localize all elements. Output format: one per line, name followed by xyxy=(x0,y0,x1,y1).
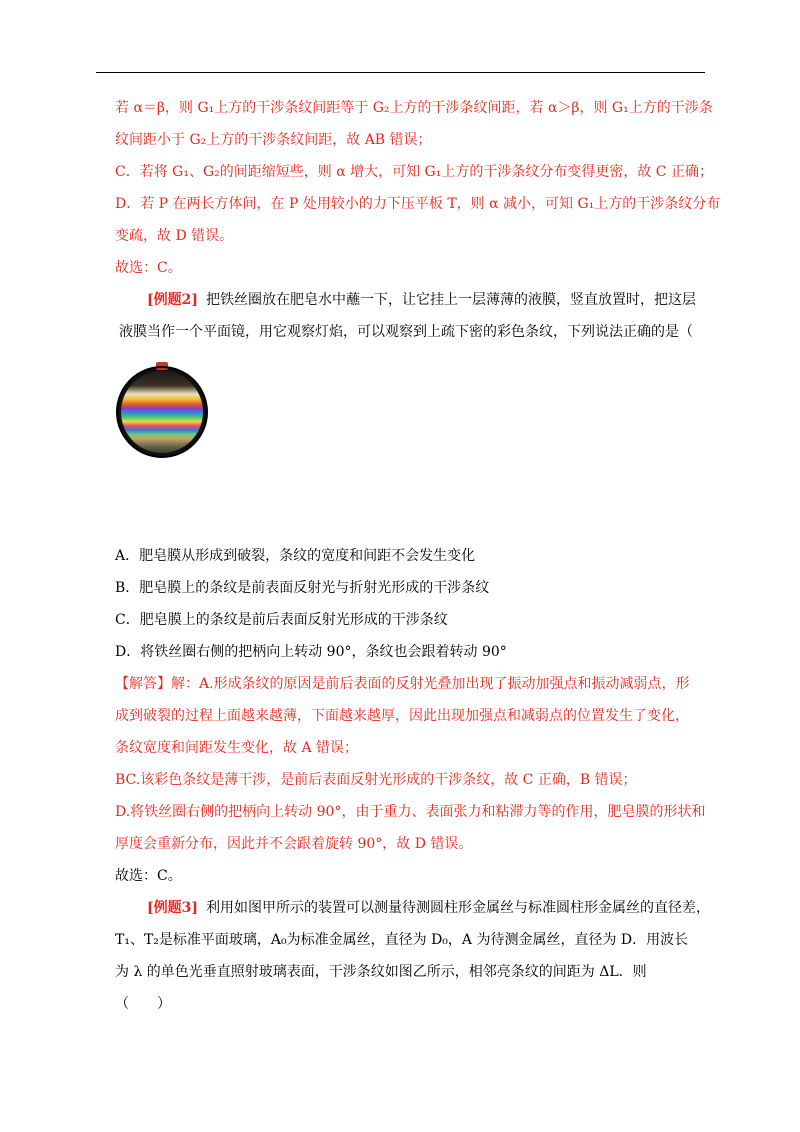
ex2-question-line-1: [例题2] 把铁丝圈放在肥皂水中蘸一下，让它挂上一层薄薄的液膜，竖直放置时，把这层 xyxy=(147,292,696,308)
ex2-answer-line-6: 厚度会重新分布，因此并不会跟着旋转 90°，故 D 错误。 xyxy=(115,836,473,852)
ex3-question-line-4: （ ） xyxy=(115,996,171,1012)
ex2-answer-line-4: BC.该彩色条纹是薄干涉，是前后表面反射光形成的干涉条纹，故 C 正确，B 错误； xyxy=(115,772,637,788)
ex2-option-b: B．肥皂膜上的条纹是前表面反射光与折射光形成的干涉条纹 xyxy=(115,580,490,596)
ex2-answer-line-3: 条纹宽度和间距发生变化，故 A 错误； xyxy=(115,740,359,756)
ex2-answer-line-5: D.将铁丝圈右侧的把柄向上转动 90°，由于重力、表面张力和粘滞力等的作用，肥皂膜的形状和 xyxy=(115,804,706,820)
ex3-question-line-2: T₁、T₂是标准平面玻璃，A₀为标准金属丝，直径为 D₀，A 为待测金属丝，直径为 D．用波长 xyxy=(115,932,689,948)
intro-answer: 故选：C。 xyxy=(115,260,182,276)
ex2-answer-tag: 【解答】 xyxy=(115,676,171,692)
soap-film-ring-image xyxy=(115,350,210,476)
ex3-tag: [例题3] xyxy=(147,900,198,916)
ex2-tag: [例题2] xyxy=(147,292,198,308)
document-body xyxy=(115,92,721,1020)
intro-line-2: 纹间距小于 G₂上方的干涉条纹间距，故 AB 错误； xyxy=(115,132,432,148)
ex2-answer-line-1: 【解答】解：A.形成条纹的原因是前后表面的反射光叠加出现了振动加强点和振动减弱点，形 xyxy=(115,676,690,692)
intro-line-5: 变疏，故 D 错误。 xyxy=(115,228,234,244)
ex2-answer-line-2: 成到破裂的过程上面越来越薄，下面越来越厚，因此出现加强点和减弱点的位置发生了变化， xyxy=(115,708,689,724)
ex2-question-line-2: 液膜当作一个平面镜，用它观察灯焰，可以观察到上疏下密的彩色条纹，下列说法正确的是（ xyxy=(119,324,693,340)
header-rule xyxy=(96,72,705,73)
ex2-option-a: A．肥皂膜从形成到破裂，条纹的宽度和间距不会发生变化 xyxy=(115,548,476,564)
ex3-question-line-1: [例题3] 利用如图甲所示的装置可以测量待测圆柱形金属丝与标准圆柱形金属丝的直径差， xyxy=(147,900,710,916)
ex2-option-d: D．将铁丝圈右侧的把柄向上转动 90°，条纹也会跟着转动 90° xyxy=(115,644,507,660)
intro-line-4: D．若 P 在两长方体间，在 P 处用较小的力下压平板 T，则 α 减小，可知 G₁上方的干涉条纹分布 xyxy=(115,196,721,212)
intro-line-3: C．若将 G₁、G₂的间距缩短些，则 α 增大，可知 G₁上方的干涉条纹分布变得更密，故 C 正确； xyxy=(115,164,713,180)
ex2-option-c: C．肥皂膜上的条纹是前后表面反射光形成的干涉条纹 xyxy=(115,612,448,628)
intro-line-1: 若 α＝β，则 G₁上方的干涉条纹间距等于 G₂上方的干涉条纹间距，若 α＞β，则 G₁上方的干涉条 xyxy=(115,100,713,116)
ex3-question-line-3: 为 λ 的单色光垂直照射玻璃表面，干涉条纹如图乙所示，相邻亮条纹的间距为 ΔL．则 xyxy=(115,964,647,980)
ex2-answer: 故选：C。 xyxy=(115,868,182,884)
